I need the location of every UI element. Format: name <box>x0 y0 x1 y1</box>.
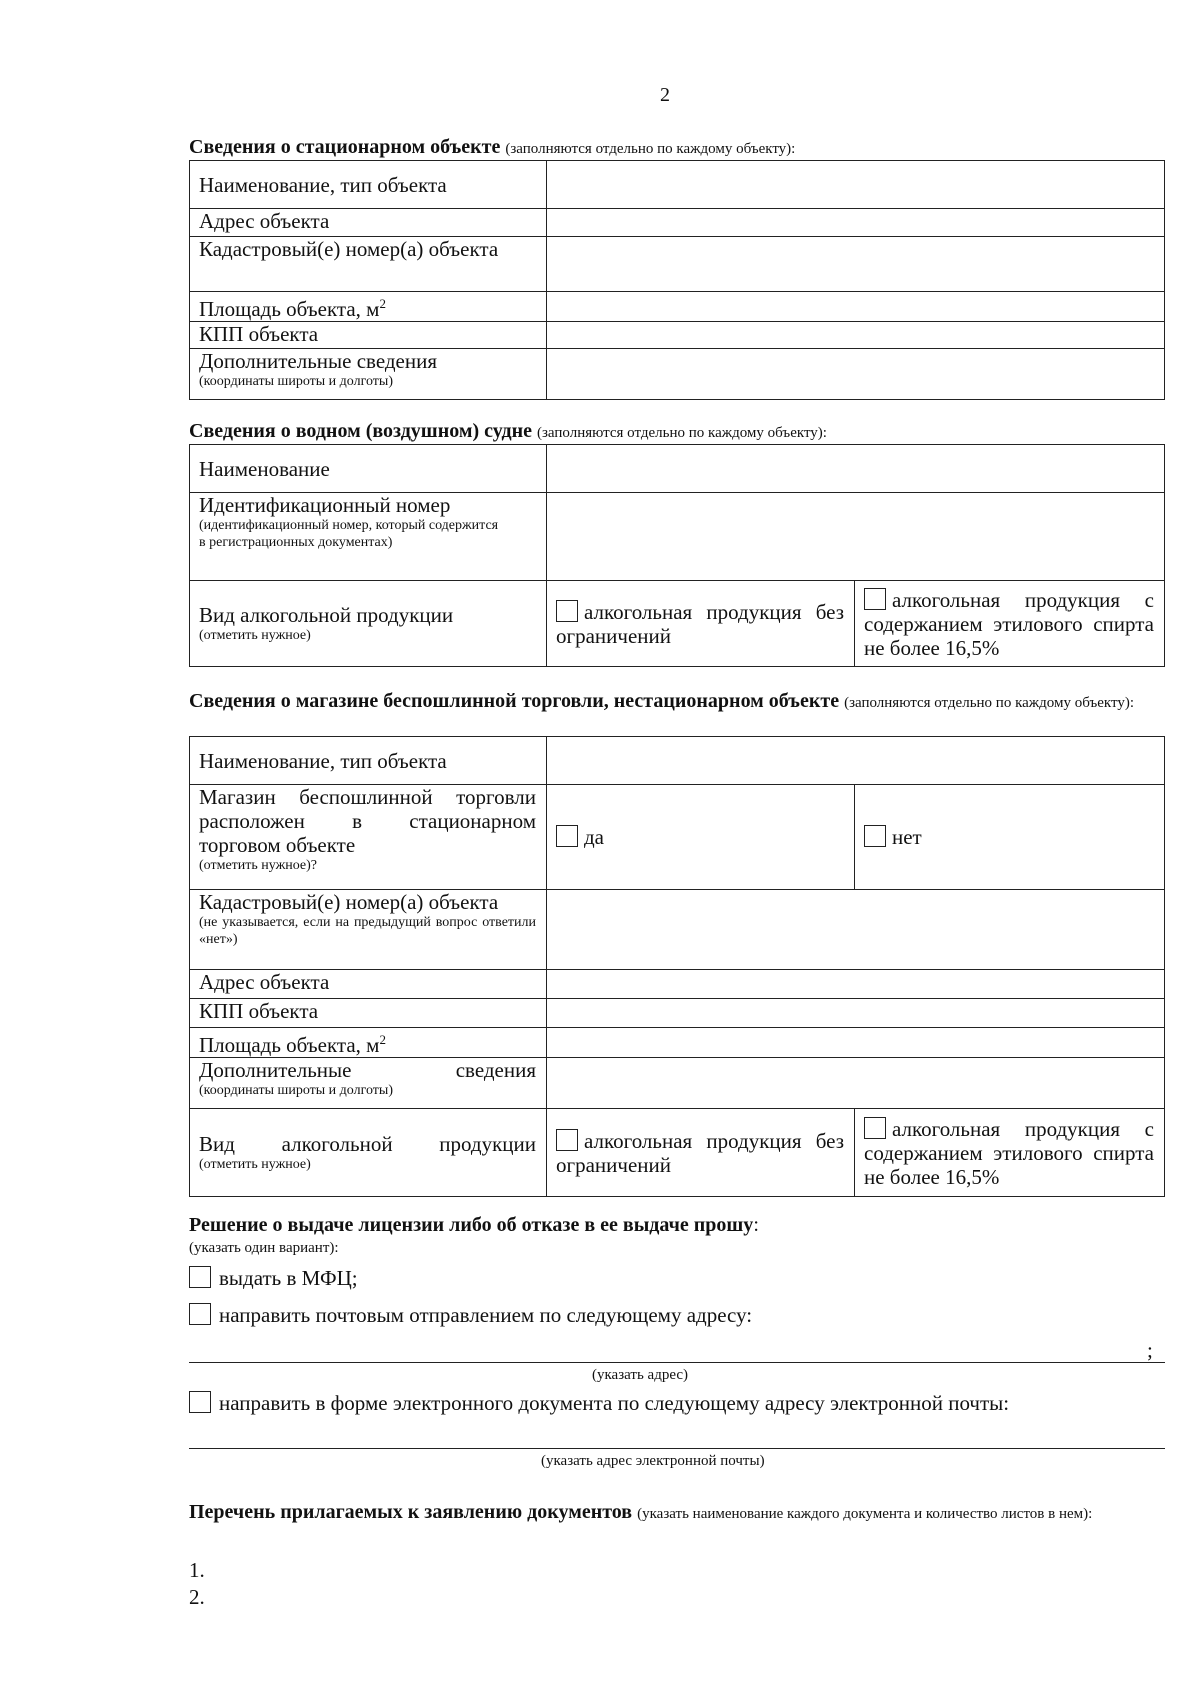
dutyfree-cadastral-label: Кадастровый(е) номер(а) объекта (не указывается, если на предыдущий вопрос ответили «нет») <box>190 890 547 970</box>
section3-title: Сведения о магазине беспошлинной торговли, нестационарном объекте <box>189 690 840 712</box>
documents-item-1: 1. <box>189 1558 205 1582</box>
vessel-option-limited[interactable]: алкогольная продукция с содержанием этилового спирта не более 16,5% <box>855 581 1165 667</box>
row-kpp-label: КПП объекта <box>190 322 547 349</box>
documents-heading <box>189 1497 1165 1531</box>
dutyfree-additional-label: Дополнительные сведения (координаты широты и долготы) <box>190 1058 547 1109</box>
dutyfree-option-limited[interactable]: алкогольная продукция с содержанием этилового спирта не более 16,5% <box>855 1109 1165 1197</box>
vessel-alcohol-label: Вид алкогольной продукции (отметить нужное) <box>190 581 547 667</box>
dutyfree-option-unrestricted[interactable]: алкогольная продукция без ограничений <box>547 1109 855 1197</box>
dutyfree-address-value[interactable] <box>547 970 1165 999</box>
section1-title: Сведения о стационарном объекте <box>189 136 501 158</box>
row-additional-label: Дополнительные сведения (координаты широты и долготы) <box>190 349 547 400</box>
post-caption: (указать адрес) <box>592 1367 689 1383</box>
documents-title: Перечень прилагаемых к заявлению документов <box>189 1501 633 1523</box>
checkbox-icon[interactable] <box>556 825 578 847</box>
row-kpp-value[interactable] <box>547 322 1165 349</box>
stationary-object-table <box>189 160 1165 400</box>
dutyfree-kpp-label: КПП объекта <box>190 999 547 1028</box>
option-email[interactable]: направить в форме электронного документа по следующему адресу электронной почты: <box>189 1391 1009 1416</box>
checkbox-icon[interactable] <box>864 825 886 847</box>
checkbox-icon[interactable] <box>189 1266 211 1288</box>
email-caption: (указать адрес электронной почты) <box>541 1453 765 1469</box>
dutyfree-no[interactable]: нет <box>855 785 1165 890</box>
decision-title: Решение о выдаче лицензии либо об отказе в ее выдаче прошу <box>189 1214 754 1236</box>
checkbox-icon[interactable] <box>864 588 886 610</box>
section2-note: (заполняются отдельно по каждому объекту): <box>537 425 827 441</box>
section1-note: (заполняются отдельно по каждому объекту): <box>505 141 796 157</box>
checkbox-icon[interactable] <box>556 600 578 622</box>
section3-heading <box>189 690 1165 714</box>
vessel-table <box>189 444 1165 667</box>
post-line-end: ; <box>1147 1338 1153 1362</box>
row-name-type-value[interactable] <box>547 161 1165 209</box>
dutyfree-table <box>189 736 1165 1197</box>
dutyfree-area-value[interactable] <box>547 1028 1165 1058</box>
row-area-label: Площадь объекта, $м^2$ <box>190 292 547 322</box>
dutyfree-area-label: Площадь объекта, $м^2$ <box>190 1028 547 1058</box>
option-post[interactable]: направить почтовым отправлением по следующему адресу: <box>189 1303 752 1328</box>
documents-item-2: 2. <box>189 1585 205 1609</box>
post-address-line[interactable] <box>189 1362 1165 1363</box>
checkbox-icon[interactable] <box>189 1391 211 1413</box>
dutyfree-name-value[interactable] <box>547 737 1165 785</box>
section2-title: Сведения о водном (воздушном) судне <box>189 420 532 442</box>
row-address-label: Адрес объекта <box>190 209 547 237</box>
vessel-option-unrestricted[interactable]: алкогольная продукция без ограничений <box>547 581 855 667</box>
vessel-id-value[interactable] <box>547 493 1165 581</box>
checkbox-icon[interactable] <box>189 1303 211 1325</box>
dutyfree-name-label: Наименование, тип объекта <box>190 737 547 785</box>
row-name-type-label: Наименование, тип объекта <box>190 161 547 209</box>
checkbox-icon[interactable] <box>864 1117 886 1139</box>
row-area-value[interactable] <box>547 292 1165 322</box>
row-cadastral-value[interactable] <box>547 237 1165 292</box>
page-number: 2 <box>660 84 670 106</box>
section1-heading <box>189 136 795 160</box>
option-mfc[interactable]: выдать в МФЦ; <box>189 1266 358 1291</box>
documents-note: (указать наименование каждого документа и количество листов в нем): <box>637 1506 1093 1522</box>
vessel-name-value[interactable] <box>547 445 1165 493</box>
dutyfree-question-label: Магазин беспошлинной торговли расположен в стационарном торговом объекте (отметить нужное)? <box>190 785 547 890</box>
section2-heading <box>189 420 827 444</box>
vessel-name-label: Наименование <box>190 445 547 493</box>
row-additional-value[interactable] <box>547 349 1165 400</box>
row-address-value[interactable] <box>547 209 1165 237</box>
decision-note: (указать один вариант): <box>189 1240 339 1256</box>
section3-note: (заполняются отдельно по каждому объекту): <box>844 695 1135 711</box>
row-cadastral-label: Кадастровый(е) номер(а) объекта <box>190 237 547 292</box>
dutyfree-alcohol-label: Вид алкогольной продукции (отметить нужное) <box>190 1109 547 1197</box>
dutyfree-additional-value[interactable] <box>547 1058 1165 1109</box>
vessel-id-label: Идентификационный номер (идентификационный номер, который содержится в регистрационных документах) <box>190 493 547 581</box>
dutyfree-cadastral-value[interactable] <box>547 890 1165 970</box>
dutyfree-address-label: Адрес объекта <box>190 970 547 999</box>
dutyfree-yes[interactable]: да <box>547 785 855 890</box>
checkbox-icon[interactable] <box>556 1129 578 1151</box>
decision-heading: Решение о выдаче лицензии либо об отказе в ее выдаче прошу: <box>189 1214 759 1236</box>
dutyfree-kpp-value[interactable] <box>547 999 1165 1028</box>
email-address-line[interactable] <box>189 1448 1165 1449</box>
